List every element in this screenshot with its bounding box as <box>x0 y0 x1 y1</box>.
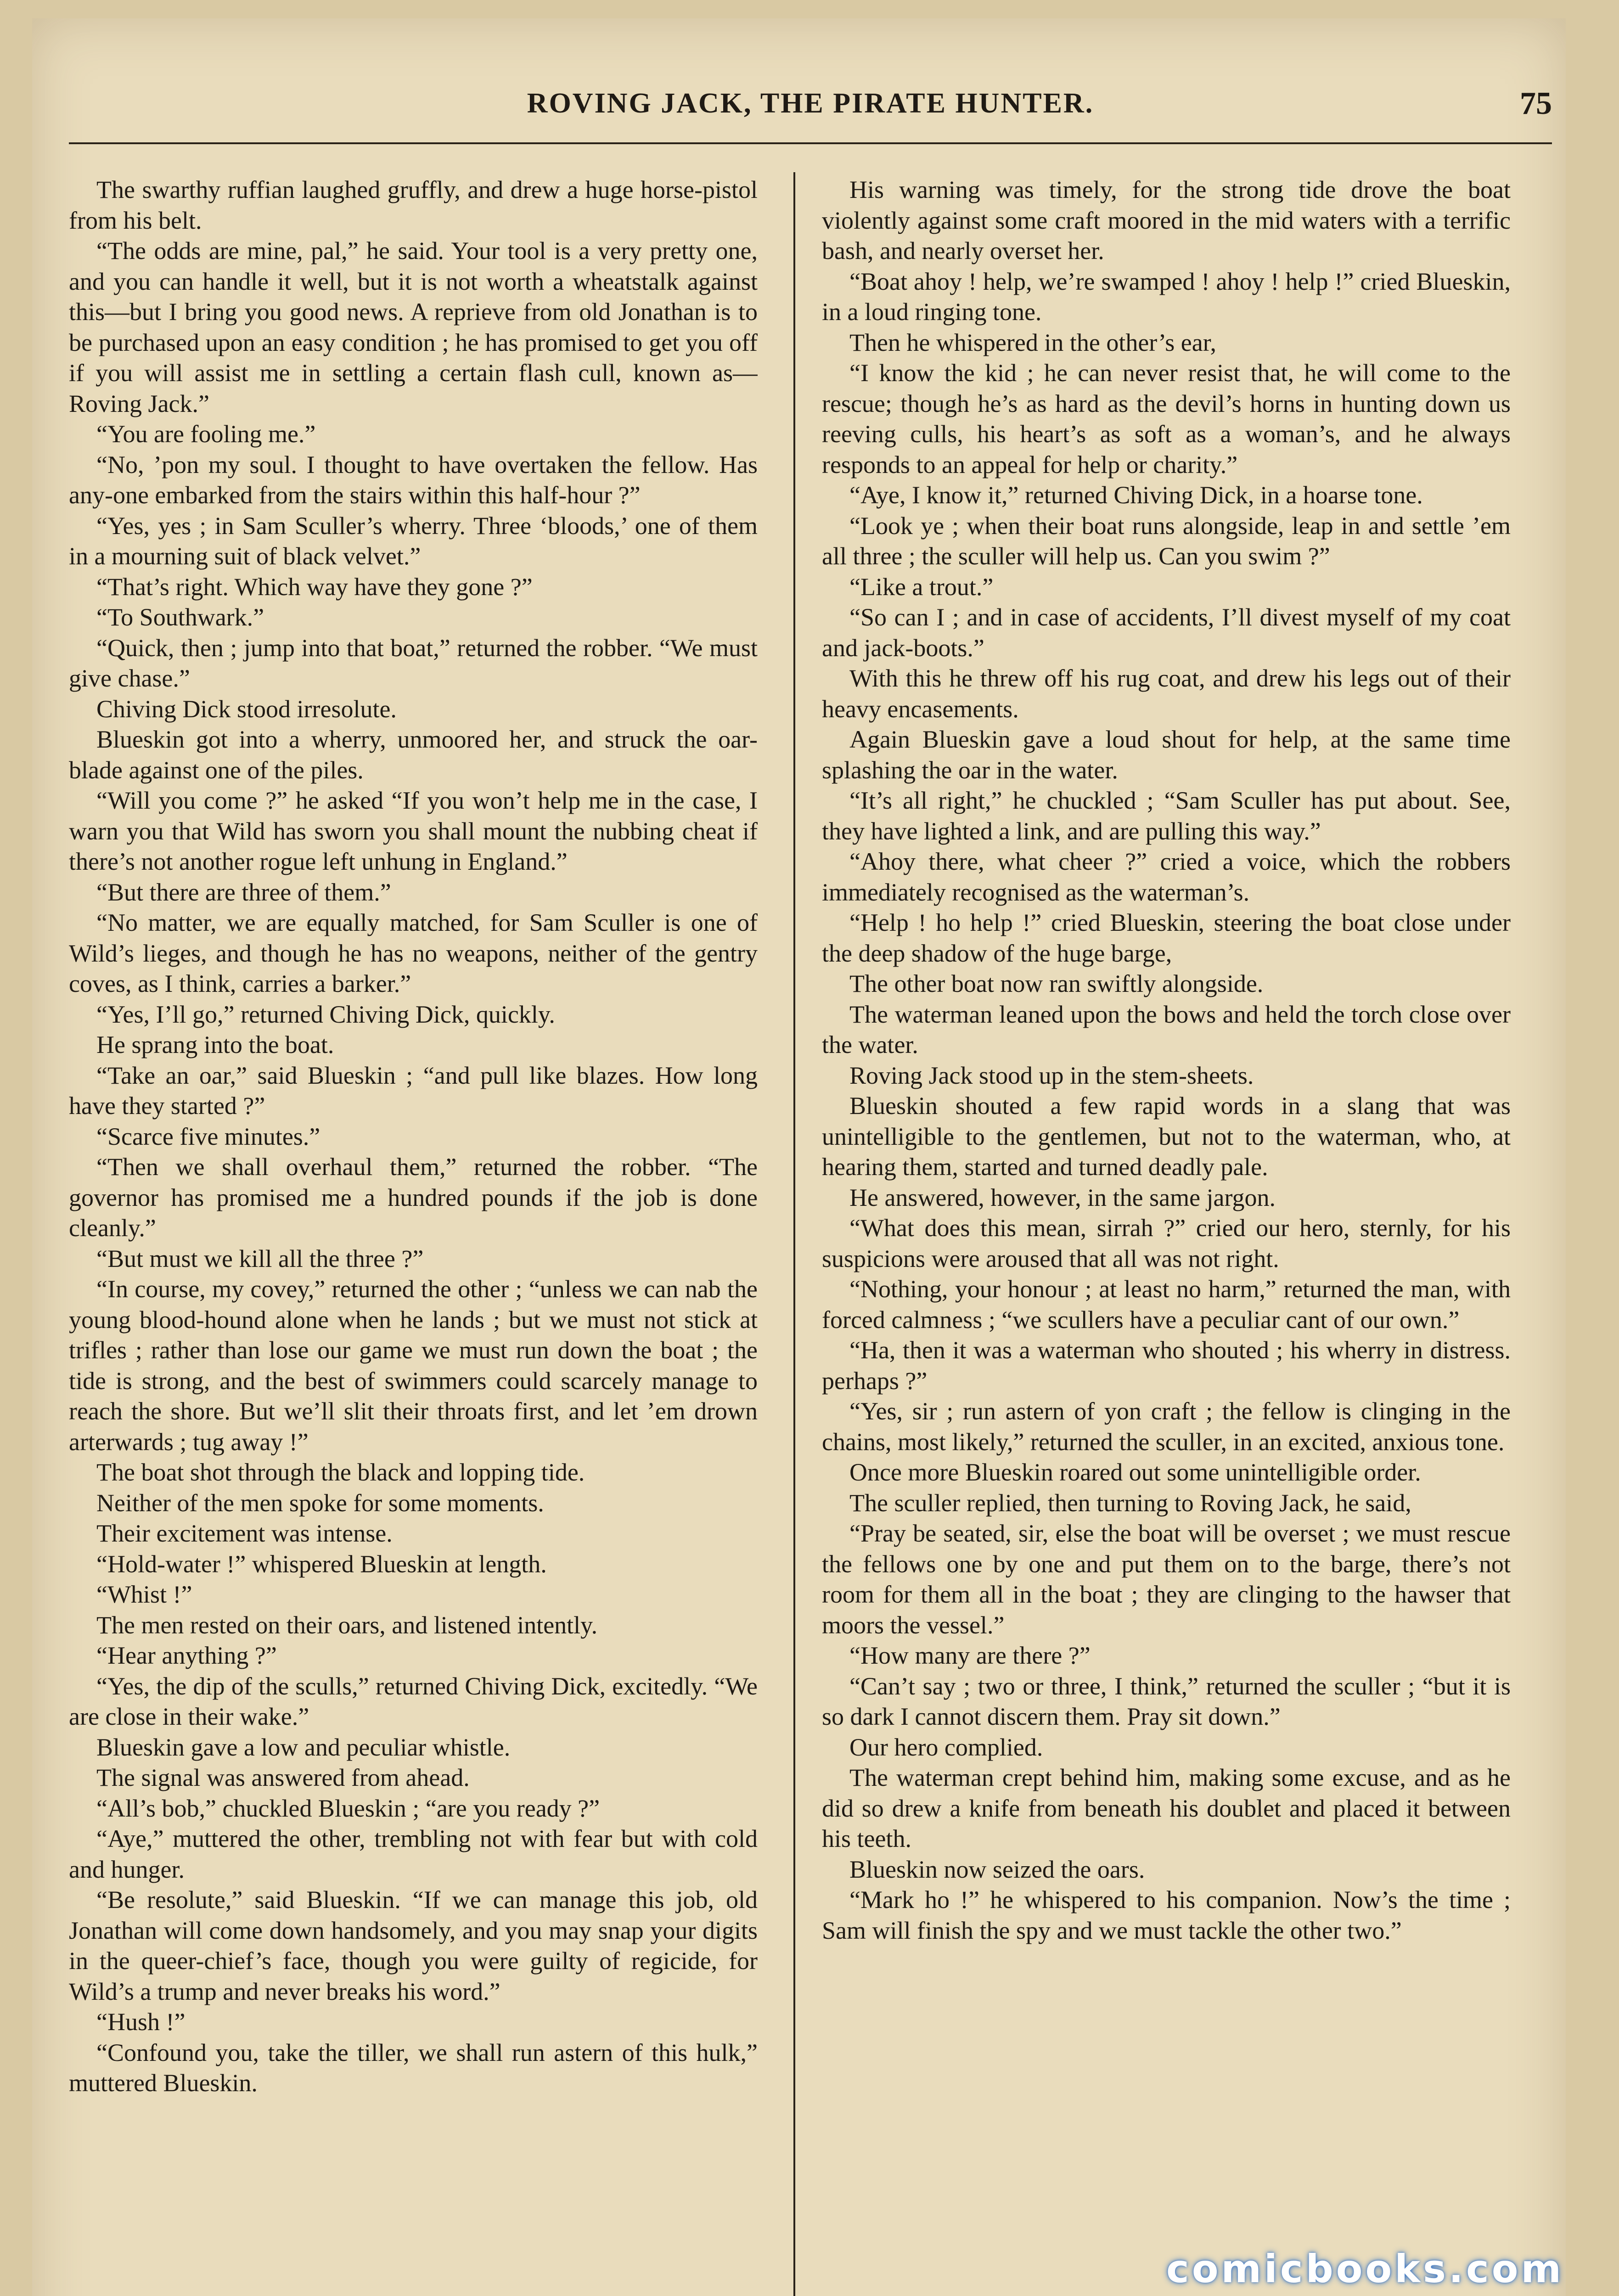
paragraph: “Whist !” <box>96 1581 192 1608</box>
paragraph: “Then we shall overhaul them,” returned the robber. “The governor has promised me a hundred pounds if the job is done cleanly.” <box>69 1153 758 1242</box>
paragraph: Chiving Dick stood irresolute. <box>96 695 397 723</box>
running-title: ROVING JACK, THE PIRATE HUNTER. <box>527 88 1094 119</box>
paragraph: Blueskin shouted a few rapid words in a slang that was unintelligible to the gentlemen, but not to the waterman, who, at hearing them, started and turned deadly pale. <box>822 1092 1511 1181</box>
paragraph: “Like a trout.” <box>849 573 994 601</box>
paragraph: “In course, my covey,” returned the other ; “unless we can nab the young blood-hound alone when he lands ; but we must not stick at trifles ; rather than lose our game we must run down the boat ; the tide is strong, and the best of swimmers could scarcely manage to reach the shore. But we’ll slit their throats first, and let ’em drown arterwards ; tug away !” <box>69 1275 758 1456</box>
paragraph: The other boat now ran swiftly alongside. <box>849 970 1264 997</box>
paragraph: Blueskin got into a wherry, unmoored her, and struck the oar-blade against one of the piles. <box>69 726 758 784</box>
paragraph: “Pray be seated, sir, else the boat will be overset ; we must rescue the fellows one by one and put them on to the barge, there’s not room for them all in the boat ; they are clinging to the hawser that moors the vessel.” <box>822 1519 1511 1639</box>
paragraph: “Hold-water !” whispered Blueskin at length. <box>96 1550 547 1578</box>
paragraph: The boat shot through the black and lopping tide. <box>96 1458 585 1486</box>
paragraph: Blueskin now seized the oars. <box>849 1855 1145 1883</box>
paragraph: “So can I ; and in case of accidents, I’ll divest myself of my coat and jack-boots.” <box>822 603 1511 662</box>
paragraph: “I know the kid ; he can never resist that, he will come to the rescue; though he’s as hard as the devil’s horns in hunting down us reeving culls, his heart’s as soft as a woman’s, and he always responds to an appeal for help or charity.” <box>822 359 1511 478</box>
paragraph: “But must we kill all the three ?” <box>96 1244 424 1272</box>
paragraph: The men rested on their oars, and listened intently. <box>96 1611 598 1639</box>
paragraph: Blueskin gave a low and peculiar whistle. <box>96 1733 511 1761</box>
paragraph: “Mark ho !” he whispered to his companion. Now’s the time ; Sam will finish the spy and we must tackle the other two.” <box>822 1886 1511 1944</box>
paragraph: Neither of the men spoke for some moments. <box>96 1489 544 1517</box>
paragraph: “No, ’pon my soul. I thought to have overtaken the fellow. Has any-one embarked from the stairs within this half-hour ?” <box>69 450 758 509</box>
paragraph: “Quick, then ; jump into that boat,” returned the robber. “We must give chase.” <box>69 634 758 692</box>
paragraph: The waterman leaned upon the bows and held the torch close over the water. <box>822 1000 1511 1058</box>
paragraph: “How many are there ?” <box>849 1642 1091 1669</box>
paragraph: “Boat ahoy ! help, we’re swamped ! ahoy ! help !” cried Blueskin, in a loud ringing tone. <box>822 267 1511 326</box>
paragraph: The sculler replied, then turning to Roving Jack, he said, <box>849 1489 1411 1517</box>
paragraph: Once more Blueskin roared out some unintelligible order. <box>849 1458 1421 1486</box>
paragraph: He sprang into the boat. <box>96 1031 334 1058</box>
paragraph: His warning was timely, for the strong tide drove the boat violently against some craft moored in the mid waters with a terrific bash, and nearly overset her. <box>822 176 1511 264</box>
paragraph: “Can’t say ; two or three, I think,” returned the sculler ; “but it is so dark I cannot discern them. Pray sit down.” <box>822 1672 1511 1730</box>
paragraph: Roving Jack stood up in the stem-sheets. <box>849 1061 1254 1089</box>
header-rule <box>69 142 1552 144</box>
paragraph: “Yes, yes ; in Sam Sculler’s wherry. Three ‘bloods,’ one of them in a mourning suit of black velvet.” <box>69 512 758 570</box>
paragraph: “Be resolute,” said Blueskin. “If we can manage this job, old Jonathan will come down handsomely, and you may snap your digits in the queer-chief’s face, though you were guilty of regicide, for Wild’s a trump and never breaks his word.” <box>69 1886 758 2005</box>
paragraph: “Hush !” <box>96 2008 186 2036</box>
paragraph: “To Southwark.” <box>96 603 264 631</box>
paragraph: “Aye,” muttered the other, trembling not with fear but with cold and hunger. <box>69 1825 758 1883</box>
book-page <box>32 18 1566 2296</box>
paragraph: The signal was answered from ahead. <box>96 1764 470 1791</box>
site-watermark: comicbooks.com <box>1166 2246 1564 2291</box>
paragraph: “Yes, I’ll go,” returned Chiving Dick, quickly. <box>96 1000 555 1028</box>
paragraph: “Hear anything ?” <box>96 1642 277 1669</box>
paragraph: Then he whispered in the other’s ear, <box>849 328 1217 356</box>
paragraph: “Help ! ho help !” cried Blueskin, steering the boat close under the deep shadow of the huge barge, <box>822 909 1511 967</box>
paragraph: “The odds are mine, pal,” he said. Your tool is a very pretty one, and you can handle it well, but it is not worth a wheatstalk against this—but I bring you good news. A reprieve from old Jonathan is to be purchased upon an easy condition ; he has promised to get you off if you will assist me in settling a certain flash cull, known as—Roving Jack.” <box>69 237 758 417</box>
paragraph: “Ha, then it was a waterman who shouted ; his wherry in distress. perhaps ?” <box>822 1336 1511 1395</box>
paragraph: “Take an oar,” said Blueskin ; “and pull like blazes. How long have they started ?” <box>69 1061 758 1120</box>
column-divider <box>793 172 795 2296</box>
paragraph: “You are fooling me.” <box>96 420 316 448</box>
paragraph: “All’s bob,” chuckled Blueskin ; “are you ready ?” <box>96 1794 600 1822</box>
paragraph: “What does this mean, sirrah ?” cried our hero, sternly, for his suspicions were aroused that all was not right. <box>822 1214 1511 1272</box>
page-header <box>69 87 1552 138</box>
paragraph: “That’s right. Which way have they gone ?” <box>96 573 533 601</box>
paragraph: “Look ye ; when their boat runs alongside, leap in and settle ’em all three ; the sculler will help us. Can you swim ?” <box>822 512 1511 570</box>
paragraph: The swarthy ruffian laughed gruffly, and drew a huge horse-pistol from his belt. <box>69 176 758 234</box>
paragraph: He answered, however, in the same jargon. <box>849 1183 1276 1211</box>
paragraph: With this he threw off his rug coat, and drew his legs out of their heavy encasements. <box>822 664 1511 723</box>
paragraph: The waterman crept behind him, making some excuse, and as he did so drew a knife from beneath his doublet and placed it between his teeth. <box>822 1764 1511 1852</box>
paragraph: “No matter, we are equally matched, for Sam Sculler is one of Wild’s lieges, and though he has no weapons, neither of the gentry coves, as I think, carries a barker.” <box>69 909 758 997</box>
paragraph: “Aye, I know it,” returned Chiving Dick, in a hoarse tone. <box>849 481 1423 509</box>
paragraph: “Confound you, take the tiller, we shall run astern of this hulk,” muttered Blueskin. <box>69 2038 758 2097</box>
paragraph: “Yes, sir ; run astern of yon craft ; the fellow is clinging in the chains, most likely,” returned the sculler, in an excited, anxious tone. <box>822 1397 1511 1456</box>
paragraph: “But there are three of them.” <box>96 878 391 906</box>
paragraph: “Scarce five minutes.” <box>96 1122 320 1150</box>
paragraph: “Will you come ?” he asked “If you won’t help me in the case, I warn you that Wild has sworn you shall mount the nubbing cheat if there’s not another rogue left unhung in England.” <box>69 787 758 875</box>
paragraph: Our hero complied. <box>849 1733 1043 1761</box>
page-number: 75 <box>1520 86 1552 121</box>
paragraph: Their excitement was intense. <box>96 1519 393 1547</box>
paragraph: “It’s all right,” he chuckled ; “Sam Sculler has put about. See, they have lighted a link, and are pulling this way.” <box>822 787 1511 845</box>
paragraph: “Nothing, your honour ; at least no harm,” returned the man, with forced calmness ; “we scullers have a peculiar cant of our own.” <box>822 1275 1511 1334</box>
left-text-column <box>69 174 758 2296</box>
paragraph: “Yes, the dip of the sculls,” returned Chiving Dick, excitedly. “We are close in their wake.” <box>69 1672 758 1730</box>
paragraph: “Ahoy there, what cheer ?” cried a voice, which the robbers immediately recognised as the waterman’s. <box>822 848 1511 906</box>
paragraph: Again Blueskin gave a loud shout for help, at the same time splashing the oar in the water. <box>822 726 1511 784</box>
right-text-column <box>822 174 1511 2296</box>
